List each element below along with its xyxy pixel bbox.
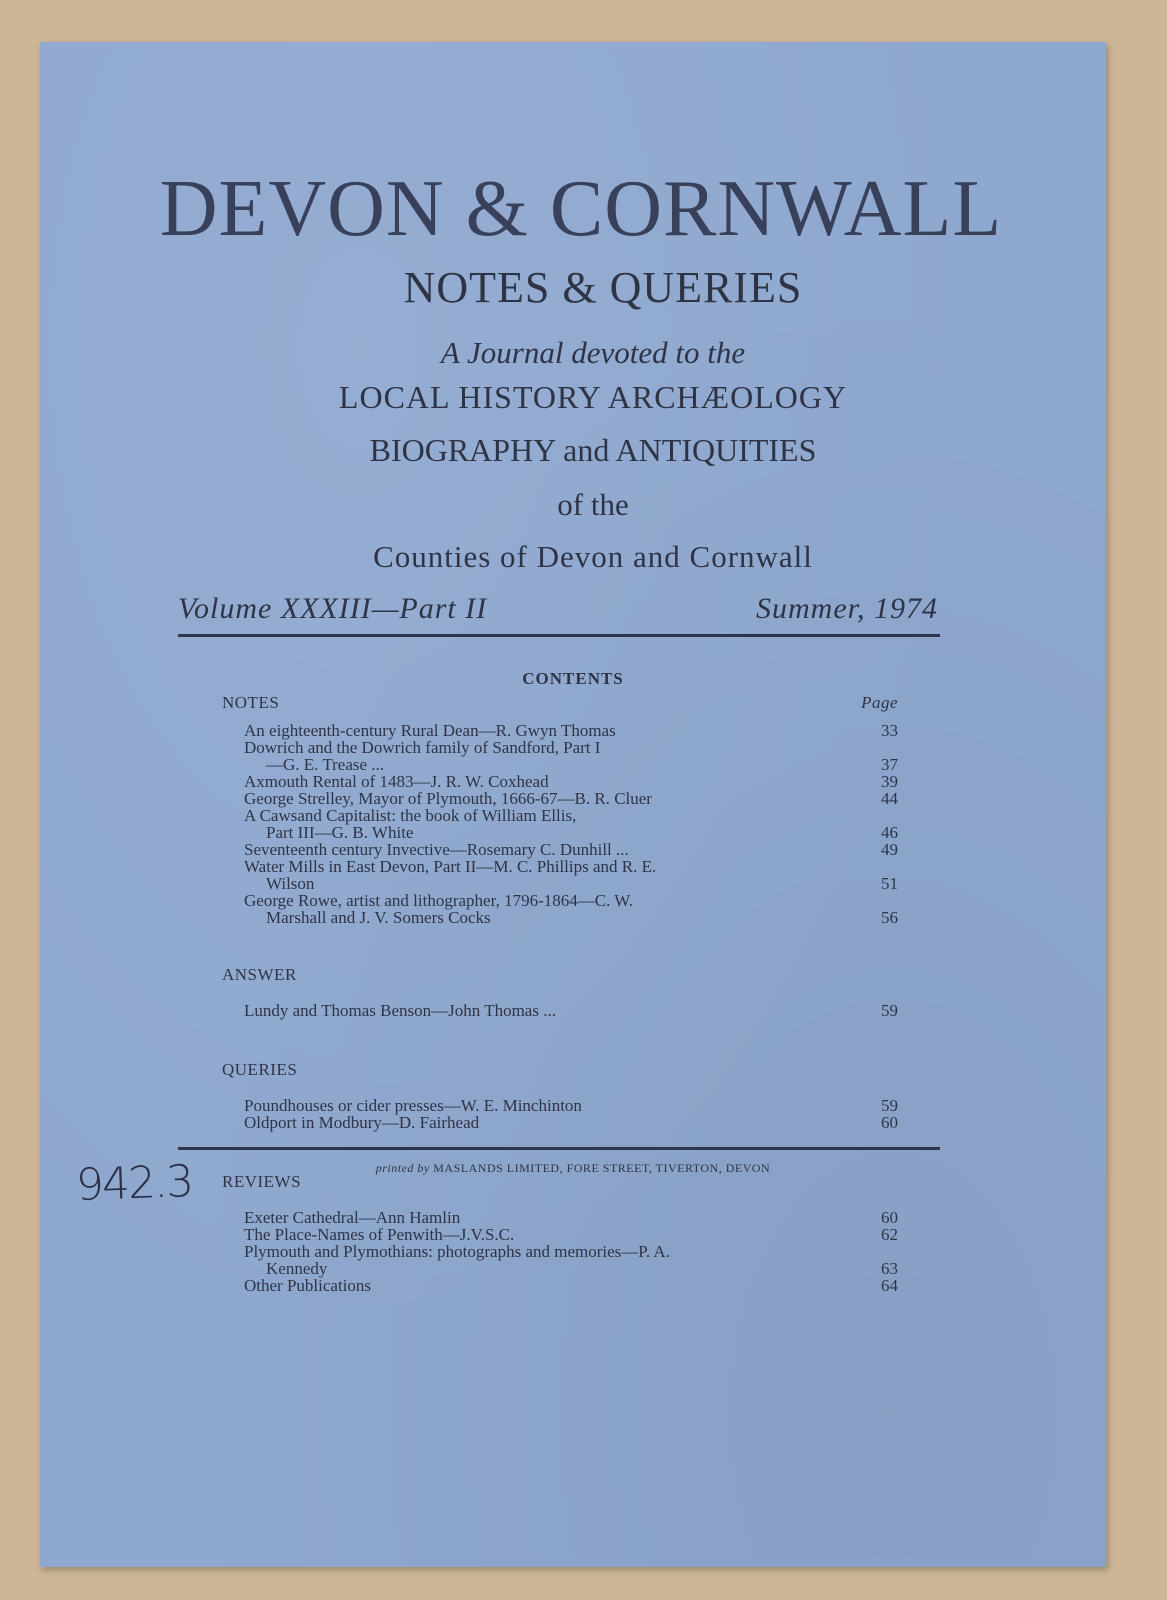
contents-entry	[222, 1226, 898, 1243]
entry-text-line	[244, 1208, 898, 1227]
contents-entry	[222, 1097, 898, 1114]
entry-title: Lundy and Thomas Benson—John Thomas ...	[244, 1001, 556, 1020]
section-label: ANSWER	[222, 965, 297, 984]
entry-title: Wilson	[266, 874, 315, 893]
entry-title: An eighteenth-century Rural Dean—R. Gwyn Thomas	[244, 721, 616, 740]
contents-entry	[222, 1114, 898, 1131]
journal-cover	[40, 42, 1106, 1567]
entry-page-number: 60	[881, 1208, 898, 1227]
section-label: NOTES	[222, 693, 280, 712]
journal-title: DEVON & CORNWALL	[159, 165, 1003, 253]
answer-list	[222, 1002, 898, 1019]
entry-title: Dowrich and the Dowrich family of Sandford, Part I	[244, 738, 601, 757]
tagline-line-2: BIOGRAPHY and ANTIQUITIES	[369, 432, 817, 468]
entry-text-line	[244, 721, 898, 740]
entry-page-number: 39	[881, 772, 898, 791]
entry-title: Axmouth Rental of 1483—J. R. W. Coxhead	[244, 772, 549, 791]
printer-imprint	[40, 1161, 1106, 1176]
entry-page-number: 51	[881, 874, 898, 893]
entry-text-line	[244, 858, 838, 875]
entry-text-line	[244, 755, 898, 774]
volume-label: Volume XXXIII—Part II	[178, 592, 488, 625]
contents-entry	[222, 773, 898, 790]
entry-text-line	[244, 1259, 898, 1278]
entry-text-line	[244, 789, 898, 808]
entry-page-number: 59	[881, 1096, 898, 1115]
contents-entry	[222, 892, 898, 926]
entry-title: —G. E. Trease ...	[266, 755, 385, 774]
contents-entry	[222, 1209, 898, 1226]
contents-entry	[222, 807, 898, 841]
entry-text-line	[244, 840, 898, 859]
entry-text-line	[244, 1096, 898, 1115]
notes-list	[222, 722, 898, 926]
entry-title: Oldport in Modbury—D. Fairhead	[244, 1113, 480, 1132]
entry-title: Seventeenth century Invective—Rosemary C. Dunhill ...	[244, 840, 629, 859]
entry-title: George Rowe, artist and lithographer, 1796-1864—C. W.	[244, 891, 633, 910]
printer-name: MASLANDS LIMITED, FORE STREET, TIVERTON, DEVON	[433, 1161, 771, 1175]
tagline-line-3: of the	[557, 487, 629, 522]
contents-entry	[222, 739, 898, 773]
entry-text-line	[244, 772, 898, 791]
contents-heading: CONTENTS	[522, 669, 624, 688]
printed-by-label: printed by	[375, 1161, 430, 1175]
entry-text-line	[244, 739, 838, 756]
entry-title: Part III—G. B. White	[266, 823, 414, 842]
entry-text-line	[244, 1276, 898, 1295]
entry-title: George Strelley, Mayor of Plymouth, 1666-67—B. R. Cluer	[244, 789, 652, 808]
entry-title: Kennedy	[266, 1259, 328, 1278]
contents-entry	[222, 1243, 898, 1277]
entry-page-number: 60	[881, 1113, 898, 1132]
entry-page-number: 63	[881, 1259, 898, 1278]
entry-page-number: 46	[881, 823, 898, 842]
entry-page-number: 37	[881, 755, 898, 774]
contents-entry	[222, 722, 898, 739]
issue-date: Summer, 1974	[756, 592, 938, 625]
entry-page-number: 64	[881, 1276, 898, 1295]
tagline-intro: A Journal devoted to the	[440, 335, 746, 370]
entry-title: A Cawsand Capitalist: the book of William Ellis,	[244, 806, 577, 825]
journal-subtitle: NOTES & QUERIES	[403, 263, 803, 312]
reviews-list	[222, 1209, 898, 1294]
entry-text-line	[244, 1243, 838, 1260]
contents-entry	[222, 841, 898, 858]
contents-entry	[222, 790, 898, 807]
contents-entry	[222, 1277, 898, 1294]
tagline-line-4: Counties of Devon and Cornwall	[373, 539, 813, 574]
entry-text-line	[244, 874, 898, 893]
entry-text-line	[244, 1225, 898, 1244]
contents-entry	[222, 1002, 898, 1019]
handwritten-shelfmark: 942.3	[75, 1155, 193, 1212]
section-header-notes	[222, 694, 898, 714]
entry-title: Marshall and J. V. Somers Cocks	[266, 908, 491, 927]
section-header-queries	[222, 1061, 898, 1081]
entry-page-number: 59	[881, 1001, 898, 1020]
table-of-contents	[222, 694, 898, 1294]
entry-page-number: 62	[881, 1225, 898, 1244]
entry-title: The Place-Names of Penwith—J.V.S.C.	[244, 1225, 515, 1244]
entry-title: Poundhouses or cider presses—W. E. Minchinton	[244, 1096, 582, 1115]
entry-page-number: 56	[881, 908, 898, 927]
section-header-reviews	[222, 1173, 898, 1193]
section-label: REVIEWS	[222, 1172, 302, 1191]
entry-page-number: 49	[881, 840, 898, 859]
page-column-heading: Page	[861, 693, 898, 712]
section-label: QUERIES	[222, 1060, 298, 1079]
entry-title: Water Mills in East Devon, Part II—M. C. Phillips and R. E.	[244, 857, 657, 876]
entry-text-line	[244, 823, 898, 842]
bottom-divider	[178, 1147, 940, 1150]
entry-title: Plymouth and Plymothians: photographs and memories—P. A.	[244, 1242, 670, 1261]
entry-page-number: 33	[881, 721, 898, 740]
queries-list	[222, 1097, 898, 1131]
tagline-line-1: LOCAL HISTORY ARCHÆOLOGY	[338, 379, 848, 415]
contents-entry	[222, 858, 898, 892]
entry-text-line	[244, 892, 838, 909]
entry-title: Other Publications	[244, 1276, 372, 1295]
entry-text-line	[244, 1001, 898, 1020]
entry-text-line	[244, 1113, 898, 1132]
entry-text-line	[244, 807, 838, 824]
entry-title: Exeter Cathedral—Ann Hamlin	[244, 1208, 461, 1227]
entry-page-number: 44	[881, 789, 898, 808]
section-header-answer	[222, 966, 898, 986]
entry-text-line	[244, 908, 898, 927]
top-divider	[178, 634, 940, 637]
